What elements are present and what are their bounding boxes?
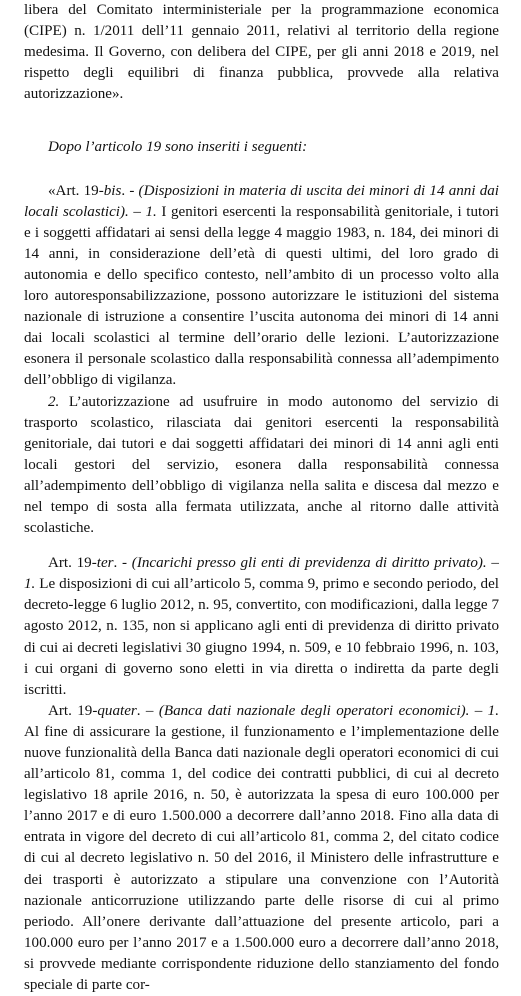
- art-19-ter-title: (Incarichi presso gli enti di previdenza di diritto privato). – 1.: [24, 555, 499, 593]
- art-19-ter-paragraph: [24, 553, 499, 701]
- art-19-bis-paragraph-1: [24, 181, 499, 392]
- art-19-bis-dash: . -: [121, 182, 139, 199]
- art-19-ter-lead: Art. 19-: [48, 555, 97, 572]
- art-19-quater-paragraph: [24, 701, 499, 996]
- art-19-bis-paragraph-2: [24, 392, 499, 540]
- art-19-quater-lead: Art. 19-: [48, 702, 98, 719]
- art-19-bis-text-2: L’autorizzazione ad usufruire in modo autonomo del servizio di trasporto scolastico, rilasciata dai genitori esercenti la responsabilità genitoriale, dai tutori e dai soggetti affidatari dei minori di 14 anni agli enti locali gestori del servizio, esonera dalla responsabilità connessa all’adempimento dell’obbligo di vigilanza nella salita e discesa dal mezzo e nel tempo di sosta alla fermata utilizzata, anche al ritorno dalle attività scolastiche.: [24, 393, 499, 537]
- art-19-bis-suffix: bis: [103, 182, 122, 199]
- opening-paragraph: libera del Comitato interministeriale per la programmazione economica (CIPE) n. 1/2011 dell’11 gennaio 2011, relativi al territorio della regione medesima. Il Governo, con delibera del CIPE, per gli anni 2018 e 2019, nel rispetto degli equilibri di finanza pubblica, provvede alla relativa autorizzazione».: [24, 2, 499, 103]
- insertion-heading: Dopo l’articolo 19 sono inseriti i seguenti:: [48, 139, 308, 156]
- art-19-quater-dash: . –: [136, 702, 159, 719]
- art-19-bis-text-1: I genitori esercenti la responsabilità genitoriale, i tutori e i soggetti affidatari ai sensi della legge 4 maggio 1983, n. 184, dei minori di 14 anni, in considerazione dell’età di questi ultimi, del loro grado di autonomia e dello specifico contesto, nell’ambito di un processo volto alla loro autoresponsabilizzazione, possono autorizzare le istituzioni del sistema nazionale di istruzione a consentire l’uscita autonoma dei minori di 14 anni dai locali scolastici al termine dell’orario delle lezioni. L’autorizzazione esonera il personale scolastico dalla responsabilità connessa all’adempimento dell’obbligo di vigilanza.: [24, 203, 499, 389]
- art-19-quater-text: Al fine di assicurare la gestione, il funzionamento e l’implementazione delle nuove funzionalità della Banca dati nazionale degli operatori economici di cui all’articolo 81, comma 1, del codice dei contratti pubblici, di cui al decreto legislativo 18 aprile 2016, n. 50, è autorizzata la spesa di euro 100.000 per l’anno 2017 e di euro 1.500.000 a decorrere dall’anno 2018. Fino alla data di entrata in vigore del decreto di cui all’articolo 81, comma 2, del citato codice di cui al decreto legislativo n. 50 del 2016, il Ministero delle infrastrutture e dei trasporti è autorizzato a stipulare una convenzione con l’Autorità nazionale anticorruzione utilizzando parte delle risorse di cui al primo periodo. All’onere derivante dall’attuazione del presente articolo, pari a 100.000 euro per l’anno 2017 e a 1.500.000 euro a decorrere dall’anno 2018, si provvede mediante corrispondente riduzione dello stanziamento del fondo speciale di parte cor-: [24, 723, 499, 994]
- art-19-quater-title: (Banca dati nazionale degli operatori economici). – 1.: [158, 702, 499, 719]
- art-19-ter-text: Le disposizioni di cui all’articolo 5, comma 9, primo e secondo periodo, del decreto-legge 6 luglio 2012, n. 95, convertito, con modificazioni, dalla legge 7 agosto 2012, n. 135, non si applicano agli enti di previdenza di diritto privato di cui ai decreti legislativi 30 giugno 1994, n. 509, e 10 febbraio 1996, n. 103, i cui organi di governo sono eletti in via diretta o indiretta da parte degli iscritti.: [24, 576, 499, 698]
- art-19-ter-suffix: ter: [96, 555, 114, 572]
- art-19-bis-title: (Disposizioni in materia di uscita dei minori di 14 anni dai locali scolastici). – 1.: [24, 182, 499, 220]
- art-19-ter-dash: . -: [113, 555, 132, 572]
- art-19-bis-number-2: 2.: [48, 393, 60, 410]
- art-19-bis-lead: «Art. 19-: [48, 182, 104, 199]
- art-19-quater-suffix: quater: [97, 702, 137, 719]
